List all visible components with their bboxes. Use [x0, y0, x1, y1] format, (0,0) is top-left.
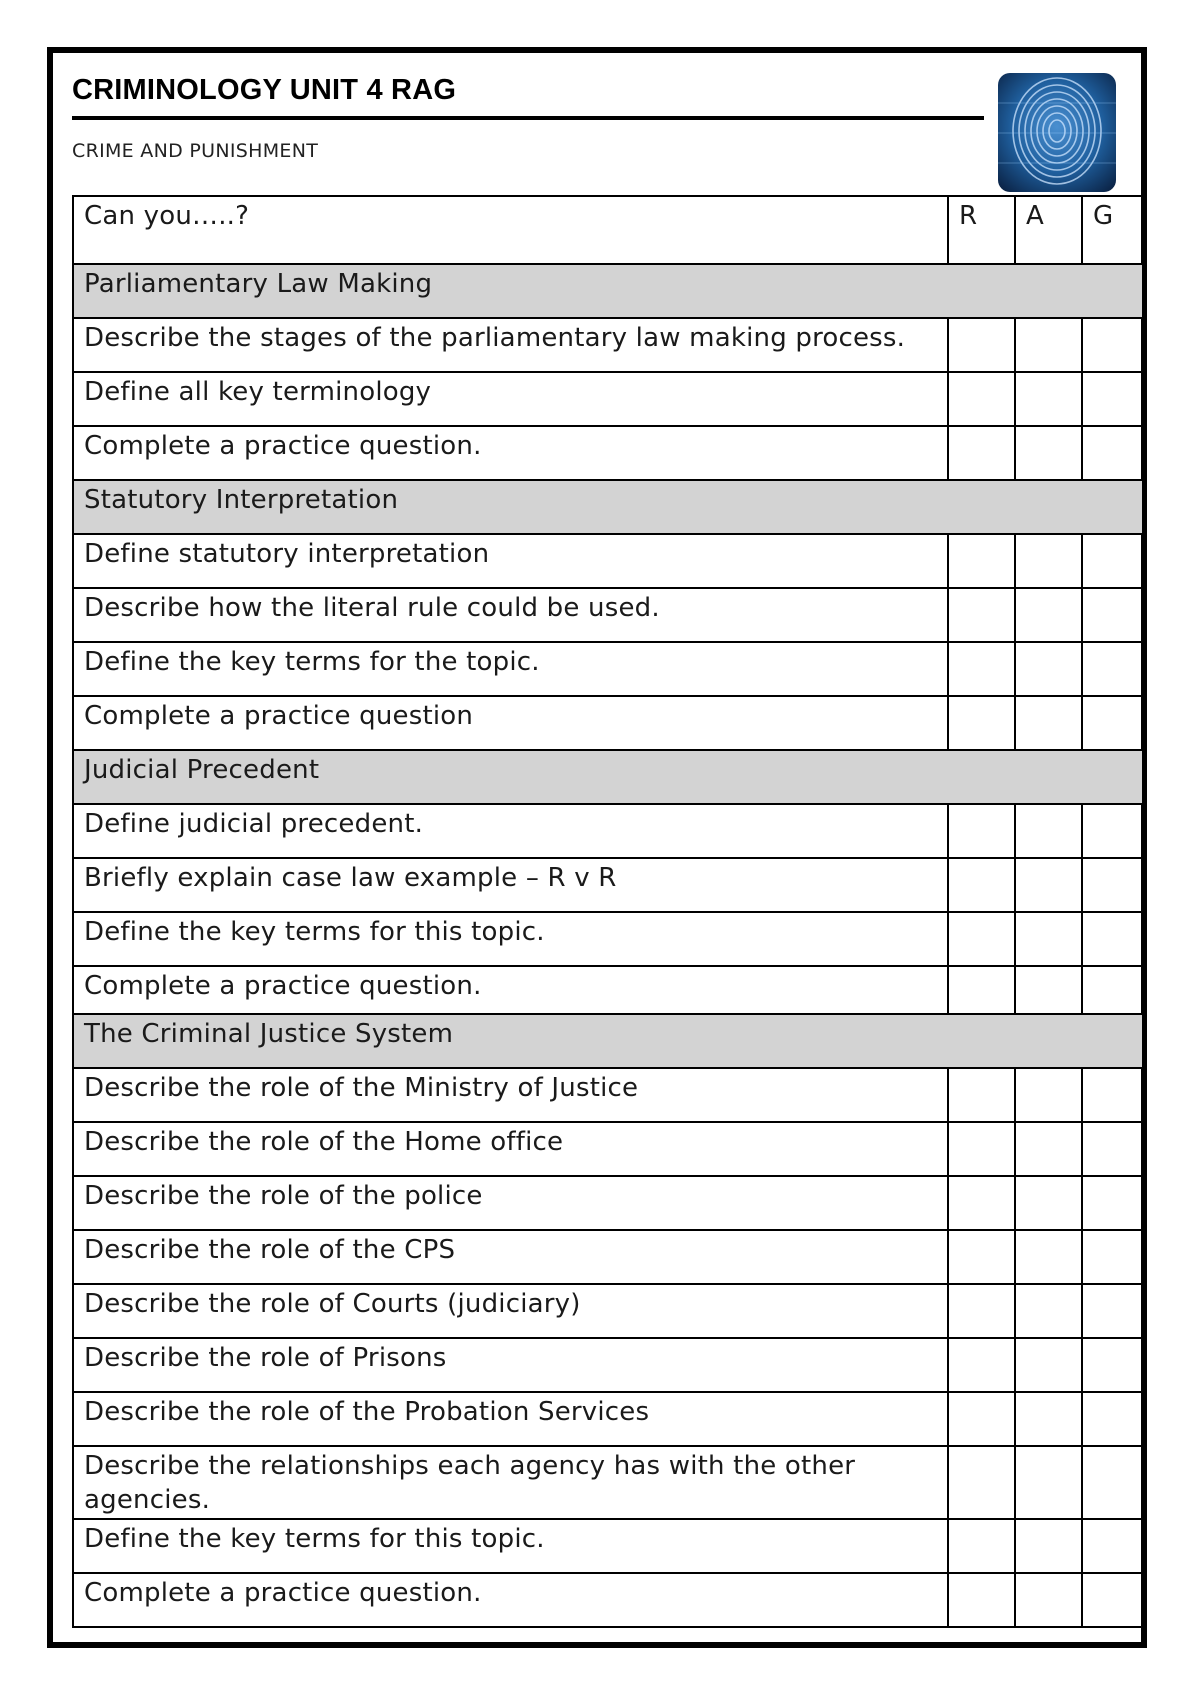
- green-rating-cell[interactable]: [1082, 426, 1143, 480]
- amber-rating-cell[interactable]: [1015, 804, 1082, 858]
- red-rating-cell[interactable]: [948, 1392, 1015, 1446]
- checklist-item-text: Define the key terms for this topic.: [73, 1519, 948, 1573]
- checklist-item-text: Describe the role of the police: [73, 1176, 948, 1230]
- green-rating-cell[interactable]: [1082, 588, 1143, 642]
- red-rating-cell[interactable]: [948, 696, 1015, 750]
- green-rating-cell[interactable]: [1082, 1446, 1143, 1519]
- checklist-item-text: Describe the role of the Probation Services: [73, 1392, 948, 1446]
- amber-rating-cell[interactable]: [1015, 588, 1082, 642]
- checklist-item-text: Describe how the literal rule could be used.: [73, 588, 948, 642]
- checklist-row: [73, 1338, 1143, 1392]
- amber-rating-cell[interactable]: [1015, 1068, 1082, 1122]
- amber-rating-cell[interactable]: [1015, 912, 1082, 966]
- green-rating-cell[interactable]: [1082, 1122, 1143, 1176]
- amber-rating-cell[interactable]: [1015, 1230, 1082, 1284]
- checklist-row: [73, 1176, 1143, 1230]
- amber-rating-cell[interactable]: [1015, 1176, 1082, 1230]
- checklist-item-text: Describe the role of the Home office: [73, 1122, 948, 1176]
- amber-rating-cell[interactable]: [1015, 858, 1082, 912]
- amber-rating-cell[interactable]: [1015, 1573, 1082, 1627]
- section-header-row: [73, 750, 1143, 804]
- green-rating-cell[interactable]: [1082, 696, 1143, 750]
- checklist-item-text: Complete a practice question.: [73, 1573, 948, 1627]
- red-rating-cell[interactable]: [948, 1122, 1015, 1176]
- checklist-row: [73, 696, 1143, 750]
- checklist-item-text: Complete a practice question.: [73, 426, 948, 480]
- green-rating-cell[interactable]: [1082, 966, 1143, 1014]
- checklist-row: [73, 1122, 1143, 1176]
- green-rating-cell[interactable]: [1082, 642, 1143, 696]
- checklist-row: [73, 1573, 1143, 1627]
- section-title: Parliamentary Law Making: [73, 264, 1143, 318]
- checklist-row: [73, 966, 1143, 1014]
- checklist-row: [73, 318, 1143, 372]
- checklist-row: [73, 588, 1143, 642]
- green-rating-cell[interactable]: [1082, 372, 1143, 426]
- checklist-item-text: Define all key terminology: [73, 372, 948, 426]
- fingerprint-icon: [998, 73, 1116, 192]
- green-rating-cell[interactable]: [1082, 1284, 1143, 1338]
- checklist-row: [73, 858, 1143, 912]
- amber-rating-cell[interactable]: [1015, 1519, 1082, 1573]
- red-rating-cell[interactable]: [948, 858, 1015, 912]
- section-header-row: [73, 480, 1143, 534]
- red-rating-cell[interactable]: [948, 1230, 1015, 1284]
- red-rating-cell[interactable]: [948, 1519, 1015, 1573]
- checklist-item-text: Define statutory interpretation: [73, 534, 948, 588]
- checklist-item-text: Complete a practice question.: [73, 966, 948, 1014]
- green-rating-cell[interactable]: [1082, 1230, 1143, 1284]
- checklist-item-text: Describe the role of Prisons: [73, 1338, 948, 1392]
- amber-rating-cell[interactable]: [1015, 1446, 1082, 1519]
- checklist-row: [73, 1392, 1143, 1446]
- amber-rating-cell[interactable]: [1015, 696, 1082, 750]
- checklist-item-text: Describe the relationships each agency has with the other agencies.: [73, 1446, 948, 1519]
- checklist-row: [73, 426, 1143, 480]
- checklist-item-text: Complete a practice question: [73, 696, 948, 750]
- red-rating-cell[interactable]: [948, 804, 1015, 858]
- red-rating-cell[interactable]: [948, 588, 1015, 642]
- checklist-row: [73, 912, 1143, 966]
- checklist-item-text: Describe the role of the Ministry of Justice: [73, 1068, 948, 1122]
- checklist-item-text: Briefly explain case law example – R v R: [73, 858, 948, 912]
- amber-rating-cell[interactable]: [1015, 534, 1082, 588]
- green-rating-cell[interactable]: [1082, 1519, 1143, 1573]
- red-rating-cell[interactable]: [948, 426, 1015, 480]
- red-rating-cell[interactable]: [948, 912, 1015, 966]
- red-rating-cell[interactable]: [948, 1573, 1015, 1627]
- red-rating-cell[interactable]: [948, 1068, 1015, 1122]
- red-rating-cell[interactable]: [948, 1284, 1015, 1338]
- amber-rating-cell[interactable]: [1015, 1284, 1082, 1338]
- green-rating-cell[interactable]: [1082, 318, 1143, 372]
- section-title: Judicial Precedent: [73, 750, 1143, 804]
- page-subtitle: CRIME AND PUNISHMENT: [72, 140, 319, 162]
- checklist-row: [73, 372, 1143, 426]
- red-rating-cell[interactable]: [948, 534, 1015, 588]
- checklist-item-text: Define judicial precedent.: [73, 804, 948, 858]
- red-rating-cell[interactable]: [948, 1446, 1015, 1519]
- green-rating-cell[interactable]: [1082, 1573, 1143, 1627]
- checklist-row: [73, 1230, 1143, 1284]
- rag-table: [72, 195, 1144, 1628]
- amber-rating-cell[interactable]: [1015, 1338, 1082, 1392]
- checklist-item-text: Describe the role of Courts (judiciary): [73, 1284, 948, 1338]
- green-rating-cell[interactable]: [1082, 1176, 1143, 1230]
- checklist-row: [73, 1068, 1143, 1122]
- checklist-row: [73, 804, 1143, 858]
- red-rating-cell[interactable]: [948, 1176, 1015, 1230]
- amber-rating-cell[interactable]: [1015, 1122, 1082, 1176]
- amber-rating-cell[interactable]: [1015, 318, 1082, 372]
- red-rating-cell[interactable]: [948, 318, 1015, 372]
- green-rating-cell[interactable]: [1082, 912, 1143, 966]
- green-rating-cell[interactable]: [1082, 1068, 1143, 1122]
- red-rating-cell[interactable]: [948, 966, 1015, 1014]
- checklist-item-text: Define the key terms for this topic.: [73, 912, 948, 966]
- checklist-item-text: Describe the role of the CPS: [73, 1230, 948, 1284]
- checklist-item-text: Describe the stages of the parliamentary law making process.: [73, 318, 948, 372]
- checklist-row: [73, 534, 1143, 588]
- amber-rating-cell[interactable]: [1015, 966, 1082, 1014]
- green-rating-cell[interactable]: [1082, 858, 1143, 912]
- red-rating-cell[interactable]: [948, 1338, 1015, 1392]
- checklist-item-text: Define the key terms for the topic.: [73, 642, 948, 696]
- page-title: CRIMINOLOGY UNIT 4 RAG: [72, 74, 457, 106]
- title-divider: [72, 116, 984, 120]
- table-header-row: [73, 196, 1143, 264]
- section-title: Statutory Interpretation: [73, 480, 1143, 534]
- green-rating-cell[interactable]: [1082, 1392, 1143, 1446]
- green-header: G: [1082, 196, 1143, 264]
- green-rating-cell[interactable]: [1082, 804, 1143, 858]
- amber-rating-cell[interactable]: [1015, 642, 1082, 696]
- question-header: Can you…..?: [73, 196, 948, 264]
- red-header: R: [948, 196, 1015, 264]
- checklist-row: [73, 1519, 1143, 1573]
- green-rating-cell[interactable]: [1082, 534, 1143, 588]
- red-rating-cell[interactable]: [948, 642, 1015, 696]
- amber-rating-cell[interactable]: [1015, 372, 1082, 426]
- green-rating-cell[interactable]: [1082, 1338, 1143, 1392]
- section-header-row: [73, 264, 1143, 318]
- checklist-row: [73, 1446, 1143, 1519]
- section-header-row: [73, 1014, 1143, 1068]
- red-rating-cell[interactable]: [948, 372, 1015, 426]
- section-title: The Criminal Justice System: [73, 1014, 1143, 1068]
- amber-rating-cell[interactable]: [1015, 426, 1082, 480]
- amber-rating-cell[interactable]: [1015, 1392, 1082, 1446]
- amber-header: A: [1015, 196, 1082, 264]
- checklist-row: [73, 642, 1143, 696]
- checklist-row: [73, 1284, 1143, 1338]
